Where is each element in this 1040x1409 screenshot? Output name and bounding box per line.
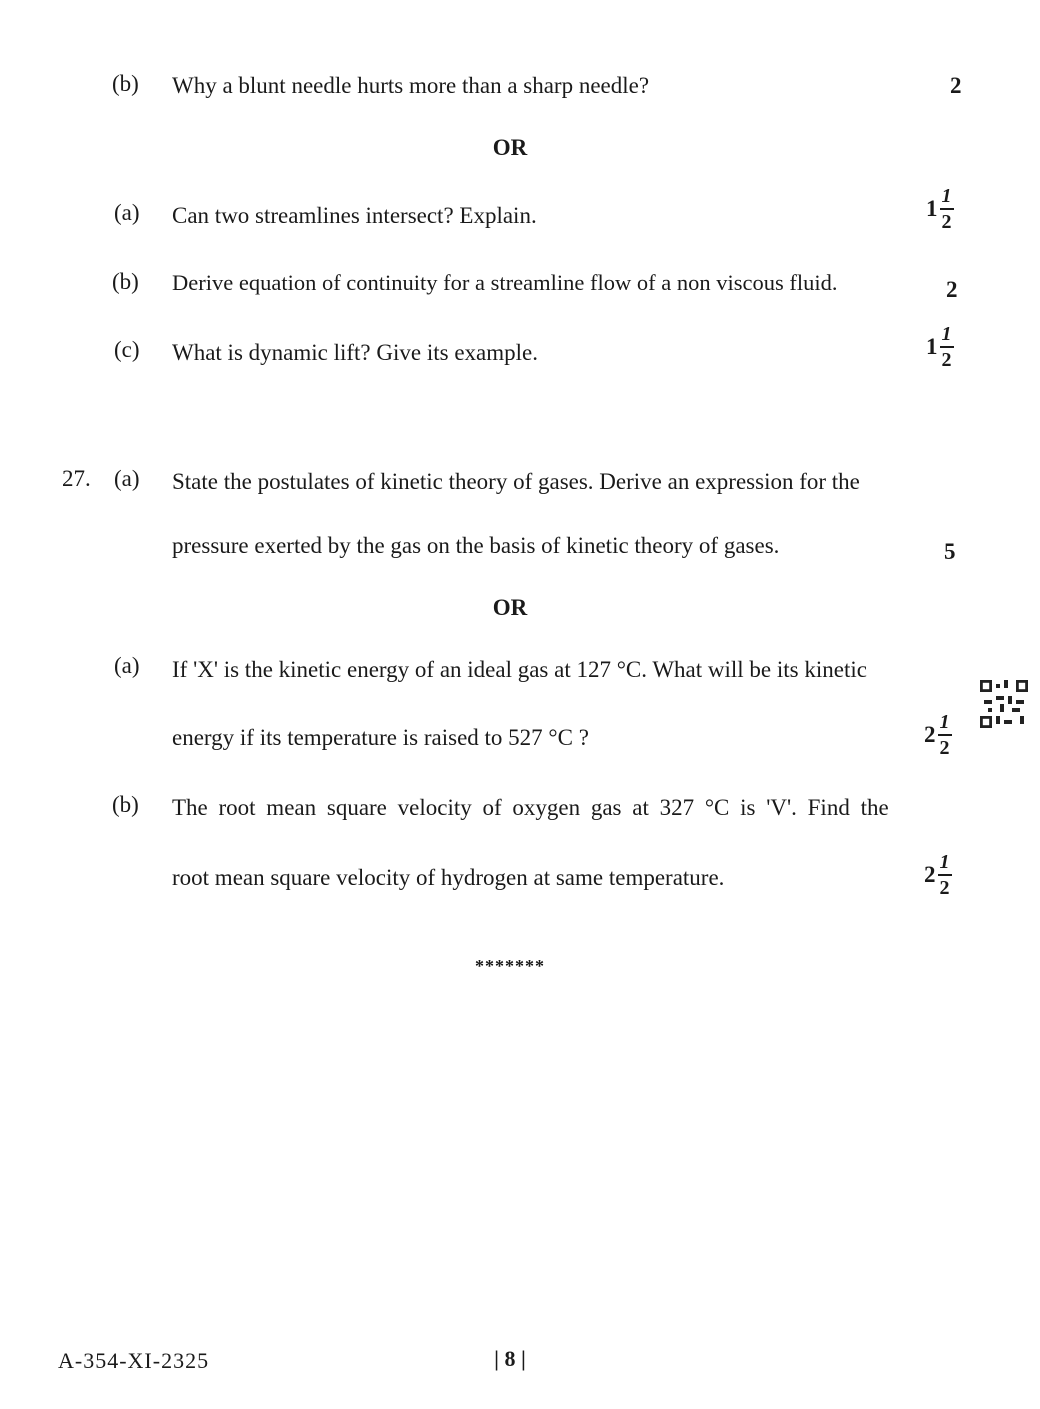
question-text: root mean square velocity of hydrogen at same temperature. <box>172 865 725 890</box>
marks: 2 <box>950 73 962 98</box>
marks-fraction: 1 $\frac{1}{2}$ <box>926 185 952 233</box>
part-label: (a) <box>114 466 140 491</box>
question-text: The root mean square velocity of oxygen gas at 327 °C is 'V'. Find the <box>172 795 889 820</box>
question-text: What is dynamic lift? Give its example. <box>172 340 538 365</box>
part-label: (c) <box>114 337 140 362</box>
part-label: (b) <box>112 792 139 817</box>
paper-code: A-354-XI-2325 <box>58 1348 210 1373</box>
question-number: 27. <box>62 466 91 491</box>
question-text: pressure exerted by the gas on the basis of kinetic theory of gases. <box>172 533 780 558</box>
question-text: energy if its temperature is raised to 527 °C ? <box>172 725 589 750</box>
part-label: (a) <box>114 653 140 678</box>
question-text: Derive equation of continuity for a streamline flow of a non viscous fluid. <box>172 270 838 295</box>
question-text: State the postulates of kinetic theory of gases. Derive an expression for the <box>172 469 860 494</box>
marks-fraction: 2 $\frac{1}{2}$ <box>924 711 950 759</box>
marks-fraction: 1 $\frac{1}{2}$ <box>926 323 952 371</box>
marks-fraction: 2 $\frac{1}{2}$ <box>924 851 950 899</box>
or-divider: OR <box>492 135 528 160</box>
page-number: | 8 | <box>494 1346 526 1371</box>
part-label: (b) <box>112 71 139 96</box>
question-text: Why a blunt needle hurts more than a sharp needle? <box>172 73 650 98</box>
part-label: (a) <box>114 200 140 225</box>
marks: 5 <box>944 539 956 564</box>
end-marker: ******* <box>475 956 545 976</box>
or-divider: OR <box>492 595 528 620</box>
part-label: (b) <box>112 269 139 294</box>
question-text: Can two streamlines intersect? Explain. <box>172 203 537 228</box>
question-text: If 'X' is the kinetic energy of an ideal gas at 127 °C. What will be its kinetic <box>172 657 867 682</box>
marks: 2 <box>946 277 958 302</box>
qr-code-icon <box>980 680 1028 728</box>
